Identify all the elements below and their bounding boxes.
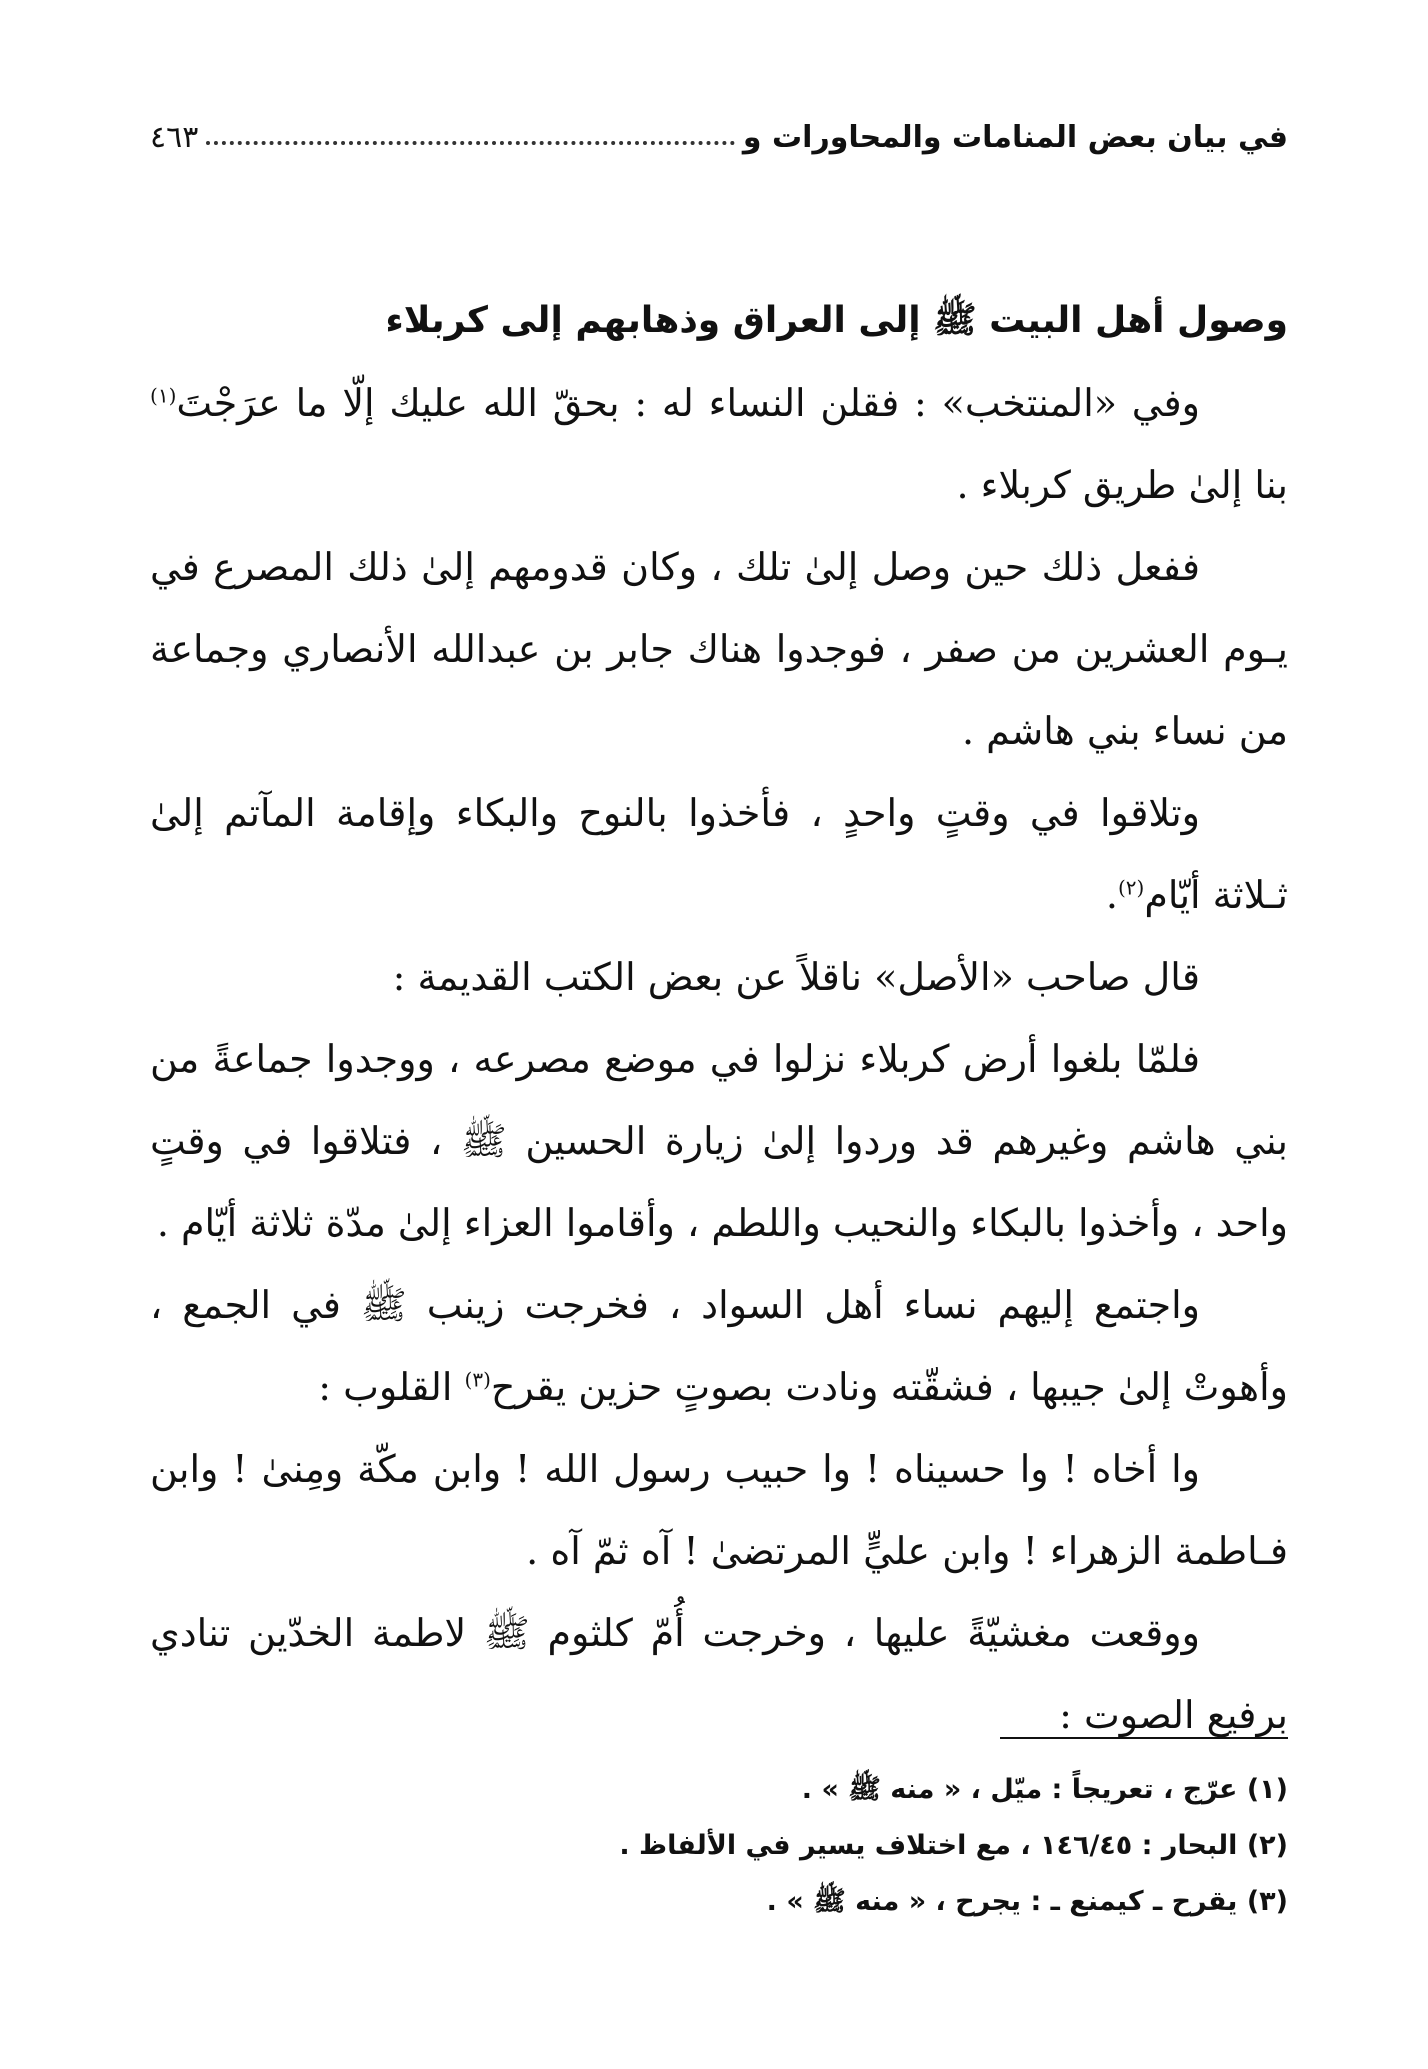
header-title: في بيان بعض المنامات والمحاورات و [742,120,1288,155]
footnote-separator [1000,1737,1288,1739]
paragraph-7: وا أخاه ! وا حسيناه ! وا حبيب رسول الله ! وابن مكّة ومِنىٰ ! وابن فـاطمة الزهراء ! وابن عليٍّ المرتضىٰ ! آه ثمّ آه . [150,1447,1288,1573]
paragraph-2: ففعل ذلك حين وصل إلىٰ تلك ، وكان قدومهم إلىٰ ذلك المصرع في يـوم العشرين من صفر ، فوجدوا هناك جابر بن عبدالله الأنصاري وجماعة من نساء بني هاشم . [150,545,1288,753]
footnote-3: (٣) يقرح ـ كيمنع ـ : يجرح ، « منه ﷺ » . [766,1886,1288,1917]
section-heading: وصول أهل البيت ﷺ إلى العراق وذهابهم إلى كربلاء [385,300,1288,341]
paragraph-1-text: وفي «المنتخب» : فقلن النساء له : بحقّ الله عليك إلّا ما عرَجْتَ [176,381,1200,425]
paragraph-8: ووقعت مغشيّةً عليها ، وخرجت أُمّ كلثوم ﷺ لاطمة الخدّين تنادي برفيع الصوت : [150,1611,1288,1737]
paragraph-3 [150,772,1288,936]
footnote-1: (١) عرّج ، تعريجاً : ميّل ، « منه ﷺ » . [801,1774,1288,1805]
main-text [150,280,1288,1756]
paragraph-1-text-end: بنا إلىٰ طريق كربلاء . [956,463,1288,507]
footnote-ref-3: (٣) [464,1367,491,1392]
header-dot-leader [206,141,735,145]
paragraph-3-text-end: . [1105,873,1118,917]
footnote-2: (٢) البحار : ١٤٦/٤٥ ، مع اختلاف يسير في الألفاظ . [619,1830,1288,1861]
paragraph-3-text: وتلاقوا في وقتٍ واحدٍ ، فأخذوا بالنوح والبكاء وإقامة المآتم إلىٰ ثـلاثة أيّام [150,791,1288,917]
paragraph-1 [150,362,1288,526]
paragraph-4: قال صاحب «الأصل» ناقلاً عن بعض الكتب القديمة : [392,955,1200,999]
paragraph-6-text: واجتمع إليهم نساء أهل السواد ، فخرجت زينب ﷺ في الجمع ، وأهوتْ إلىٰ جيبها ، فشقّته ونادت بصوتٍ حزين يقرح [150,1283,1288,1409]
paragraph-5: فلمّا بلغوا أرض كربلاء نزلوا في موضع مصرعه ، ووجدوا جماعةً من بني هاشم وغيرهم قد وردوا إلىٰ زيارة الحسين ﷺ ، فتلاقوا في وقتٍ واحد ، وأخذوا بالبكاء والنحيب واللطم ، وأقاموا العزاء إلىٰ مدّة ثلاثة أيّام . [150,1037,1288,1245]
footnotes [150,1762,1288,1930]
page-number: ٤٦٣ [150,120,199,155]
paragraph-6-text-end: القلوب : [318,1365,465,1409]
footnote-ref-1: (١) [150,383,177,408]
paragraph-6 [150,1264,1288,1428]
running-header [150,105,1288,155]
footnote-ref-2: (٢) [1117,875,1145,900]
